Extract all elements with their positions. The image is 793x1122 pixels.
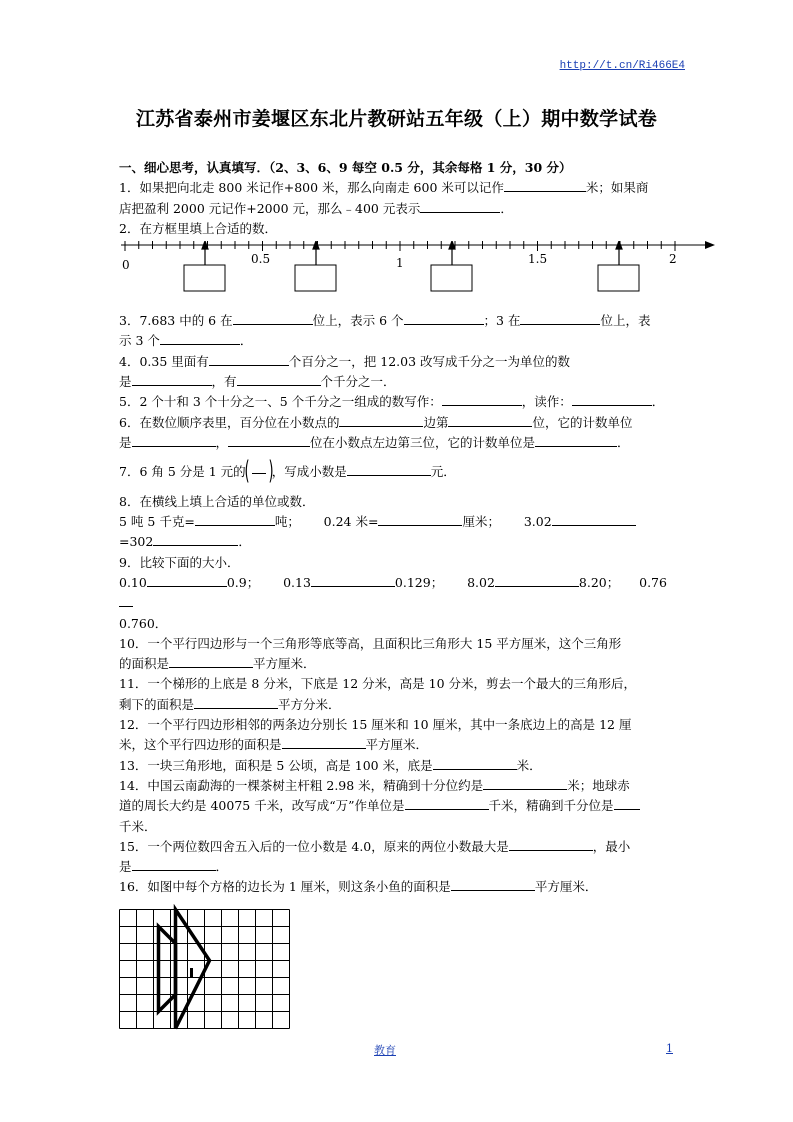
question-3 [119,311,675,352]
q8-text-g: ． [238,534,251,550]
q6-text-c: 位，它的计数单位 [532,414,633,430]
q14-text-b: 米；地球赤 [567,777,630,793]
question-2: 2．在方框里填上合适的数． [119,220,277,236]
answer-blank[interactable] [147,573,227,587]
answer-blank[interactable] [282,735,366,749]
q4-text-d: ，有 [211,374,237,390]
q6-text-d: 是 [119,434,132,450]
q7-text-c: 元． [430,464,456,480]
q14-text-d: 千米，精确到千分位是 [488,798,614,814]
q9-text-e: 8.02 [467,574,495,590]
answer-blank[interactable] [209,352,289,366]
answer-box [431,265,472,291]
answer-blank[interactable] [153,532,238,546]
answer-blank[interactable] [483,776,567,790]
q8-text-d: 厘米； [462,514,500,530]
q3-text-a: 3．7.683 中的 6 在 [119,313,233,329]
answer-blank[interactable] [347,462,431,476]
answer-blank[interactable] [378,512,462,526]
answer-blank[interactable] [237,372,321,386]
q15-text-b: ，最小 [592,838,631,854]
answer-blank[interactable] [509,837,593,851]
q3-text-c: ；3 在 [483,313,521,329]
q7-text-b: ，写成小数是 [271,464,347,480]
q1-text-d: ． [500,200,513,216]
q9-text-c: 0.13 [283,574,311,590]
q6-text-b: 边第 [423,414,449,430]
q15-text-d: ． [215,859,229,875]
answer-blank[interactable] [405,796,489,810]
question-6 [119,413,675,454]
answer-blank[interactable] [572,392,652,406]
answer-blank[interactable] [504,178,586,192]
answer-blank[interactable] [132,433,216,447]
question-13 [119,756,675,776]
question-7 [119,457,675,488]
q8-text-b: 吨； [274,514,300,530]
question-8: 8．在横线上填上合适的单位或数． [119,493,315,509]
question-4 [119,352,675,393]
q9-text-b: 0.9； [226,574,260,590]
answer-blank[interactable] [119,593,133,607]
answer-blank[interactable] [132,857,216,871]
q7-text-a: 7．6 角 5 分是 1 元的 [119,464,246,480]
q11-text-a: 11．一个梯形的上底是 8 分米，下底是 12 分米，高是 10 分米，剪去一个最大的三角形后， [119,676,637,692]
answer-blank[interactable] [195,512,275,526]
question-12 [119,715,675,756]
q3-text-d: 位上，表 [600,313,651,329]
q10-text-b: 的面积是 [119,656,170,672]
question-15 [119,837,675,878]
q14-text-a: 14．中国云南勐海的一棵茶树主杆粗 2.98 米，精确到十分位约是 [119,777,484,793]
answer-blank[interactable] [448,413,532,427]
answer-blank[interactable] [160,331,240,345]
q12-text-c: 平方厘米． [365,737,429,753]
tick-label-2: 2 [669,252,677,267]
q4-text-e: 个千分之一． [320,374,396,390]
fish-eye [190,968,193,977]
q15-text-a: 15．一个两位数四舍五入后的一位小数是 4.0，原来的两位小数最大是 [119,838,509,854]
answer-blank[interactable] [194,695,278,709]
q11-text-b: 剩下的面积是 [119,696,195,712]
q3-text-f: ． [239,333,253,349]
question-1 [119,178,675,219]
answer-blank[interactable] [132,372,212,386]
tick-label-0.5: 0.5 [251,252,271,267]
question-14 [119,776,675,837]
q10-text-a: 10．一个平行四边形与一个三角形等底等高，且面积比三角形大 15 平方厘米，这个三角形 [119,635,622,651]
fish-grid [119,904,294,1040]
section-heading: 一、细心思考，认真填写．（2、3、6、9 每空 0.5 分，其余每格 1 分，30 分） [119,160,572,175]
q16-text-a: 16．如图中每个方格的边长为 1 厘米，则这条小鱼的面积是 [119,879,451,895]
question-5 [119,392,675,412]
q8-text-f: =302 [119,534,154,550]
q9-text-f: 8.20； [578,574,620,590]
q8-text-e: 3.02 [523,514,552,530]
q9-text-h: 0.760． [119,615,168,631]
q8-text-c: 0.24 米= [323,514,379,530]
tick-label-1.5: 1.5 [528,252,548,267]
question-16 [119,877,675,897]
answer-blank[interactable] [520,311,600,325]
q6-text-e: ， [215,434,229,450]
footer-link[interactable]: 教育 [374,1044,396,1057]
q9-text-d: 0.129； [394,574,444,590]
exam-content [119,158,675,1046]
answer-blank[interactable] [233,311,313,325]
q5-text-a: 5．2 个十和 3 个十分之一、5 个千分之一组成的数写作： [119,394,442,410]
q1-text-b: 米；如果商 [585,180,649,196]
q1-text-c: 店把盈利 2000 元记作+2000 元，那么﹣400 元表示 [119,200,421,216]
q9-text-g: 0.76 [639,574,667,590]
answer-blank[interactable] [339,413,423,427]
answer-box [295,265,336,291]
q16-text-b: 平方厘米． [534,879,598,895]
number-line [119,241,675,307]
q3-text-b: 位上，表示 6 个 [312,313,404,329]
q8-text-a: 5 吨 5 千克= [119,514,195,530]
q5-text-c: ． [651,394,665,410]
q9-text-a: 0.10 [119,574,147,590]
q15-text-c: 是 [119,859,132,875]
answer-blank[interactable] [420,199,500,213]
q4-text-a: 4．0.35 里面有 [119,353,209,369]
answer-blank[interactable] [433,756,517,770]
answer-blank[interactable] [552,512,636,526]
question-9: 9．比较下面的大小． [119,554,240,570]
fish-outline [159,909,210,1028]
q14-text-c: 道的周长大约是 40075 千米，改写成“万”作单位是 [119,798,405,814]
number-line-graphic [119,241,719,307]
answer-blank[interactable] [442,392,522,406]
answer-blank[interactable] [228,433,310,447]
answer-blank[interactable] [169,654,253,668]
answer-blank[interactable] [404,311,484,325]
q4-text-b: 个百分之一，把 12.03 改写成千分之一为单位的数 [288,353,570,369]
q3-text-e: 示 3 个 [119,333,160,349]
answer-blank[interactable] [451,877,535,891]
answer-box [184,265,225,291]
question-9-items [119,573,675,634]
q10-text-c: 平方厘米． [253,656,316,672]
question-11 [119,674,675,715]
answer-blank[interactable] [535,433,617,447]
q13-text-b: 米． [516,757,542,773]
fish-grid-figure [119,904,675,1046]
answer-blank[interactable] [614,796,640,810]
q6-text-g: ． [617,434,630,450]
q12-text-a: 12．一个平行四边形相邻的两条边分别长 15 厘米和 10 厘米，其中一条底边上的高是 12 厘 [119,717,632,733]
q14-text-e: 千米． [119,818,157,834]
tick-label-1: 1 [396,256,404,271]
fraction-blank[interactable]: ( ) [244,455,274,486]
q12-text-b: 米，这个平行四边形的面积是 [119,737,282,753]
q1-text-a: 1．如果把向北走 800 米记作+800 米，那么向南走 600 米可以记作 [119,180,504,196]
q4-text-c: 是 [119,374,132,390]
q5-text-b: ，读作： [521,394,572,410]
answer-blank[interactable] [311,573,395,587]
q6-text-f: 位在小数点左边第三位，它的计数单位是 [310,434,536,450]
page-title: 江苏省泰州市姜堰区东北片教研站五年级（上）期中数学试卷 [135,108,658,130]
q13-text-a: 13．一块三角形地，面积是 5 公顷，高是 100 米，底是 [119,757,433,773]
source-link[interactable]: http://t.cn/Ri466E4 [559,60,685,72]
page-number: 1 [666,1042,673,1055]
q11-text-c: 平方分米． [278,696,341,712]
question-8-items [119,512,675,553]
answer-blank[interactable] [495,573,579,587]
q6-text-a: 6．在数位顺序表里，百分位在小数点的 [119,414,340,430]
answer-box [598,265,639,291]
question-10 [119,634,675,675]
tick-label-0: 0 [122,258,130,273]
